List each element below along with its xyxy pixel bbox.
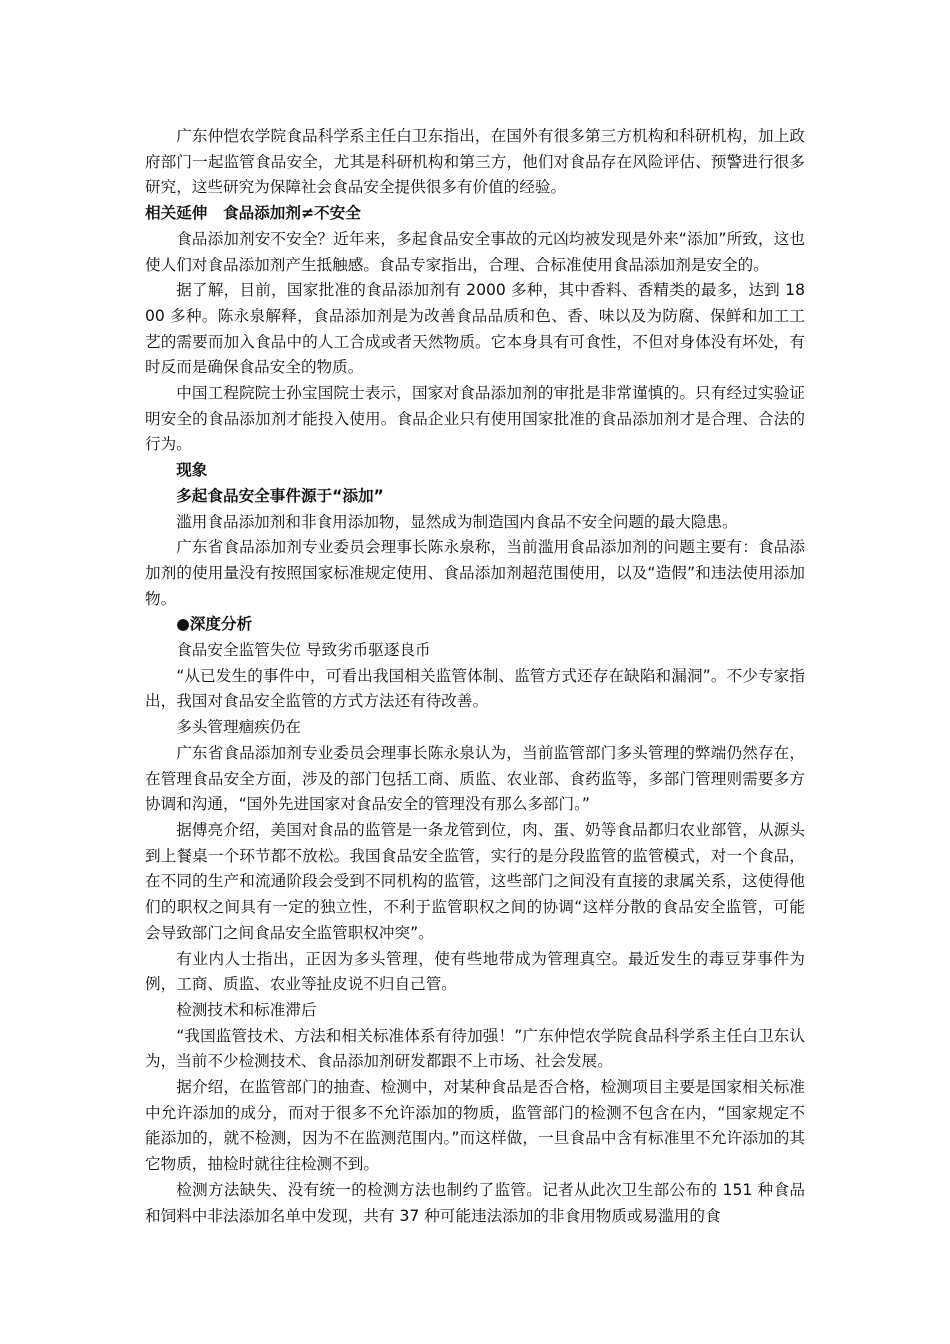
subheading: 食品安全监管失位 导致劣币驱逐良币 (176, 641, 431, 660)
section-heading: 现象 (176, 461, 208, 480)
paragraph: 中国工程院院士孙宝国院士表示，国家对食品添加剂的审批是非常谨慎的。只有经过实验证明安全的食品添加剂才能投入使用。食品企业只有使用国家批准的食品添加剂才是合理、合法的行为。 (145, 384, 805, 454)
paragraph: “我国监管技术、方法和相关标准体系有待加强！”广东仲恺农学院食品科学系主任白卫东认为，当前不少检测技术、食品添加剂研发都跟不上市场、社会发展。 (145, 1026, 805, 1071)
subheading: 检测技术和标准滞后 (176, 1000, 317, 1019)
paragraph: 据介绍，在监管部门的抽查、检测中，对某种食品是否合格，检测项目主要是国家相关标准中允许添加的成分，而对于很多不允许添加的物质，监管部门的检测不包含在内，“国家规定不能添加的，就不检测，因为不在监测范围内。”而这样做，一旦食品中含有标准里不允许添加的其它物质，抽检时就往往检测不到。 (145, 1078, 805, 1174)
section-heading: ●深度分析 (176, 615, 253, 634)
paragraph: 广东省食品添加剂专业委员会理事长陈永泉称，当前滥用食品添加剂的问题主要有：食品添加剂的使用量没有按照国家标准规定使用、食品添加剂超范围使用，以及“造假”和违法使用添加物。 (145, 538, 805, 608)
paragraph: 检测方法缺失、没有统一的检测方法也制约了监管。记者从此次卫生部公布的 151 种食品和饲料中非法添加名单中发现，共有 37 种可能违法添加的非食用物质或易滥用的食 (145, 1180, 805, 1225)
subheading: 多头管理痼疾仍在 (176, 718, 301, 737)
section-subheading: 多起食品安全事件源于“添加” (176, 486, 384, 505)
section-heading: 相关延伸 食品添加剂≠不安全 (145, 204, 361, 223)
paragraph: 食品添加剂安不安全？近年来，多起食品安全事故的元凶均被发现是外来“添加”所致，这也使人们对食品添加剂产生抵触感。食品专家指出，合理、合标准使用食品添加剂是安全的。 (145, 229, 805, 274)
paragraph: 滥用食品添加剂和非食用添加物，显然成为制造国内食品不安全问题的最大隐患。 (176, 512, 738, 531)
paragraph: 广东仲恺农学院食品科学系主任白卫东指出，在国外有很多第三方机构和科研机构，加上政府部门一起监管食品安全，尤其是科研机构和第三方，他们对食品存在风险评估、预警进行很多研究，这些研究为保障社会食品安全提供很多有价值的经验。 (145, 127, 805, 197)
paragraph: 广东省食品添加剂专业委员会理事长陈永泉认为，当前监管部门多头管理的弊端仍然存在，在管理食品安全方面，涉及的部门包括工商、质监、农业部、食药监等，多部门管理则需要多方协调和沟通，“国外先进国家对食品安全的管理没有那么多部门。” (145, 743, 805, 814)
paragraph: 据傅亮介绍，美国对食品的监管是一条龙管到位，肉、蛋、奶等食品都归农业部管，从源头到上餐桌一个环节都不放松。我国食品安全监管，实行的是分段监管的监管模式，对一个食品，在不同的生产和流通阶段会受到不同机构的监管，这些部门之间没有直接的隶属关系，这使得他们的职权之间具有一定的独立性，不利于监管职权之间的协调“这样分散的食品安全监管，可能会导致部门之间食品安全监管职权冲突”。 (145, 820, 805, 942)
document-page (145, 124, 805, 1229)
paragraph: 有业内人士指出，正因为多头管理，使有些地带成为管理真空。最近发生的毒豆芽事件为例，工商、质监、农业等扯皮说不归自己管。 (145, 949, 805, 994)
paragraph: 据了解，目前，国家批准的食品添加剂有 2000 多种，其中香料、香精类的最多，达到 1800 多种。陈永泉解释，食品添加剂是为改善食品品质和色、香、味以及为防腐、保鲜和加工工艺的需要而加入食品中的人工合成或者天然物质。它本身具有可食性，不但对身体没有坏处，有时反而是确保食品安全的物质。 (145, 281, 805, 377)
paragraph: “从已发生的事件中，可看出我国相关监管体制、监管方式还存在缺陷和漏洞”。不少专家指出，我国对食品安全监管的方式方法还有待改善。 (145, 666, 805, 711)
